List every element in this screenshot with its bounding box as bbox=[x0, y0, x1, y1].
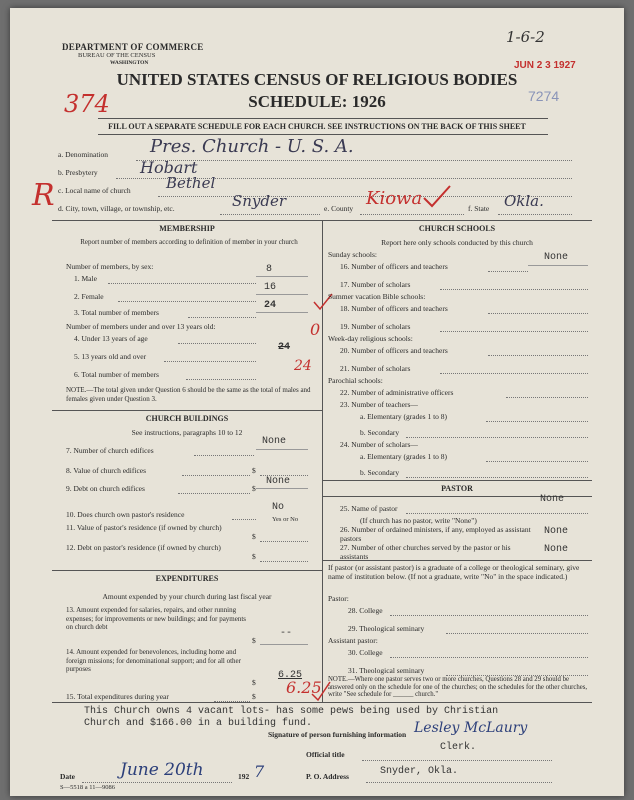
q26-ordained-ministers-label: 26. Number of ordained ministers, if any, employed as assistant pastors bbox=[340, 525, 531, 543]
weekday-schools-label: Week-day religious schools: bbox=[328, 334, 413, 343]
q27-other-churches-label: 27. Number of other churches served by the pastor or his assistants bbox=[340, 543, 511, 561]
q16-value: None bbox=[544, 252, 569, 263]
typed-remark-line-1: This Church owns 4 vacant lots- has some pews being used by Christian bbox=[84, 706, 499, 717]
q15-total-expenditures-label: 15. Total expenditures during year bbox=[66, 692, 169, 701]
q28-college-label: 28. College bbox=[348, 606, 383, 615]
church-schools-intro: Report here only schools conducted by this church bbox=[381, 238, 533, 247]
q24a-label: a. Elementary (grades 1 to 8) bbox=[360, 452, 448, 461]
dollar-sign: $ bbox=[252, 678, 256, 687]
female-count: 16 bbox=[264, 282, 277, 293]
q25-hint: (If church has no pastor, write "None") bbox=[360, 516, 477, 525]
assistant-pastor-subheading: Assistant pastor: bbox=[328, 636, 378, 645]
q24b-label: b. Secondary bbox=[360, 468, 400, 477]
membership-heading: MEMBERSHIP bbox=[159, 224, 215, 233]
dollar-sign: $ bbox=[252, 692, 256, 701]
q10-owns-residence-label: 10. Does church own pastor's residence bbox=[66, 510, 185, 519]
red-r-mark: R bbox=[32, 178, 55, 213]
typed-remark-line-2: Church and $166.00 in a building fund. bbox=[84, 718, 313, 729]
city-value: Snyder bbox=[232, 192, 287, 210]
q27-other-churches-value: None bbox=[544, 544, 569, 555]
q23-label: 23. Number of teachers— bbox=[340, 400, 418, 409]
po-address-value: Snyder, Okla. bbox=[380, 766, 459, 777]
q25-pastor-name-label: 25. Name of pastor bbox=[340, 504, 398, 513]
q21-label: 21. Number of scholars bbox=[340, 364, 411, 373]
red-check-mark bbox=[422, 184, 452, 208]
church-buildings-subheading: See instructions, paragraphs 10 to 12 bbox=[131, 428, 243, 437]
state-value: Okla. bbox=[504, 192, 544, 210]
pastor-note: NOTE.—Where one pastor serves two or more churches, Questions 28 and 29 should be answered only on the schedule for one of the churches; on the schedules for the other churches, write "See schedule for ______ church." bbox=[328, 676, 588, 699]
official-title-value: Clerk. bbox=[440, 742, 477, 753]
female-label: 2. Female bbox=[74, 292, 104, 301]
total-members-q3-value: 24 bbox=[264, 300, 277, 311]
q17-label: 17. Number of scholars bbox=[340, 280, 411, 289]
q26-ordained-ministers-value: None bbox=[544, 526, 569, 537]
pastor-heading: PASTOR bbox=[441, 484, 473, 493]
membership-intro: Report number of members according to definition of member in your church bbox=[80, 238, 298, 246]
q29-seminary-label: 29. Theological seminary bbox=[348, 624, 425, 633]
city-label: d. City, town, village, or township, etc. bbox=[58, 204, 175, 213]
q18-label: 18. Number of officers and teachers bbox=[340, 304, 448, 313]
q16-label: 16. Number of officers and teachers bbox=[340, 262, 448, 271]
q12-residence-debt-label: 12. Debt on pastor's residence (if owned by church) bbox=[66, 543, 221, 552]
church-schools-heading: CHURCH SCHOOLS bbox=[418, 224, 496, 233]
year-prefix: 192 bbox=[238, 772, 250, 781]
q13-running-expenses-label: 13. Amount expended for salaries, repairs, and other running expenses; for improvements or new buildings; and for payments on church debt bbox=[66, 606, 247, 631]
q7-church-edifices-value: None bbox=[262, 436, 287, 447]
received-date-stamp: JUN 2 3 1927 bbox=[514, 60, 576, 71]
q14-benevolences-value: 6.25 bbox=[278, 670, 303, 681]
city-name: WASHINGTON bbox=[110, 60, 149, 66]
q8-value-edifices-label: 8. Value of church edifices bbox=[66, 466, 147, 475]
male-count: 8 bbox=[266, 264, 273, 275]
pastor-subheading: Pastor: bbox=[328, 594, 349, 603]
total-members-q3-label: 3. Total number of members bbox=[74, 308, 159, 317]
blue-ink-number: 7274 bbox=[528, 88, 560, 104]
po-address-label: P. O. Address bbox=[306, 772, 349, 781]
q15-total-expenditures-value: 6.25 bbox=[286, 678, 322, 697]
red-ink-number: 374 bbox=[64, 90, 110, 118]
summer-schools-label: Summer vacation Bible schools: bbox=[328, 292, 426, 301]
q13-running-expenses-value: -- bbox=[280, 628, 293, 639]
parochial-schools-label: Parochial schools: bbox=[328, 376, 383, 385]
dollar-sign: $ bbox=[252, 466, 256, 475]
dollar-sign: $ bbox=[252, 552, 256, 561]
q14-benevolences-label: 14. Amount expended for benevolences, including home and foreign missions; for denominational support; and for all other purposes bbox=[66, 648, 241, 673]
male-label: 1. Male bbox=[74, 274, 97, 283]
signature: Lesley McLaury bbox=[414, 720, 528, 736]
q23a-label: a. Elementary (grades 1 to 8) bbox=[360, 412, 448, 421]
under-13-value: 0 bbox=[310, 320, 321, 339]
expenditures-subheading: Amount expended by your church during last fiscal year bbox=[102, 592, 272, 601]
state-label: f. State bbox=[468, 204, 490, 213]
date-label: Date bbox=[60, 772, 75, 781]
q24-label: 24. Number of scholars— bbox=[340, 440, 418, 449]
total-members-q6-value: 24 bbox=[294, 358, 312, 374]
bureau-name: BUREAU OF THE CENSUS bbox=[78, 52, 156, 59]
q23b-label: b. Secondary bbox=[360, 428, 400, 437]
q20-label: 20. Number of officers and teachers bbox=[340, 346, 448, 355]
census-schedule-sheet bbox=[10, 8, 624, 796]
graduate-note: If pastor (or assistant pastor) is a graduate of a college or theological seminary, give name of institution below. (If not a graduate, write "No" in the space indicated.) bbox=[328, 563, 580, 581]
q31-seminary-label: 31. Theological seminary bbox=[348, 666, 425, 675]
dollar-sign: $ bbox=[252, 636, 256, 645]
presbytery-value: Hobart bbox=[140, 158, 198, 177]
total-members-q6-label: 6. Total number of members bbox=[74, 370, 159, 379]
over-13-label: 5. 13 years old and over bbox=[74, 352, 147, 361]
dollar-sign: $ bbox=[252, 484, 256, 493]
q11-residence-value-label: 11. Value of pastor's residence (if owned by church) bbox=[66, 523, 222, 532]
expenditures-heading: EXPENDITURES bbox=[155, 574, 219, 583]
dollar-sign: $ bbox=[252, 532, 256, 541]
age-groups-label: Number of members under and over 13 years old: bbox=[66, 322, 216, 331]
denomination-value: Pres. Church - U. S. A. bbox=[150, 136, 354, 157]
corner-code: 1-6-2 bbox=[506, 28, 545, 46]
schedule-title: SCHEDULE: 1926 bbox=[248, 92, 386, 111]
signature-label: Signature of person furnishing information bbox=[268, 730, 407, 739]
membership-note: NOTE.—The total given under Question 6 should be the same as the total of males and females given under Question 3. bbox=[66, 386, 311, 403]
church-name-value: Bethel bbox=[166, 174, 216, 192]
form-number: S—5518 a 11—9086 bbox=[60, 784, 116, 791]
members-by-sex-label: Number of members, by sex: bbox=[66, 262, 154, 271]
official-title-label: Official title bbox=[306, 750, 345, 759]
sunday-schools-label: Sunday schools: bbox=[328, 250, 377, 259]
county-label: e. County bbox=[324, 204, 354, 213]
q7-church-edifices-label: 7. Number of church edifices bbox=[66, 446, 154, 455]
denomination-label: a. Denomination bbox=[58, 150, 108, 159]
q10-owns-residence-value: No bbox=[272, 502, 285, 513]
department-name: DEPARTMENT OF COMMERCE bbox=[62, 42, 204, 52]
church-name-label: c. Local name of church bbox=[58, 186, 131, 195]
year-digit: 7 bbox=[254, 762, 265, 781]
presbytery-label: b. Presbytery bbox=[58, 168, 98, 177]
over-13-value: 24 bbox=[278, 342, 291, 353]
church-buildings-heading: CHURCH BUILDINGS bbox=[145, 414, 229, 423]
q19-label: 19. Number of scholars bbox=[340, 322, 411, 331]
fill-out-instructions: FILL OUT A SEPARATE SCHEDULE FOR EACH CHURCH. SEE INSTRUCTIONS ON THE BACK OF THIS SHEET bbox=[108, 122, 526, 131]
q9-debt-edifices-value: None bbox=[266, 476, 291, 487]
form-title: UNITED STATES CENSUS OF RELIGIOUS BODIES bbox=[116, 70, 518, 89]
date-value: June 20th bbox=[120, 760, 204, 780]
q22-label: 22. Number of administrative officers bbox=[340, 388, 454, 397]
q9-debt-edifices-label: 9. Debt on church edifices bbox=[66, 484, 145, 493]
under-13-label: 4. Under 13 years of age bbox=[74, 334, 148, 343]
county-value: Kiowa bbox=[366, 188, 423, 209]
q10-hint: Yes or No bbox=[272, 516, 299, 523]
q25-pastor-name-value: None bbox=[540, 494, 565, 505]
q30-college-label: 30. College bbox=[348, 648, 383, 657]
